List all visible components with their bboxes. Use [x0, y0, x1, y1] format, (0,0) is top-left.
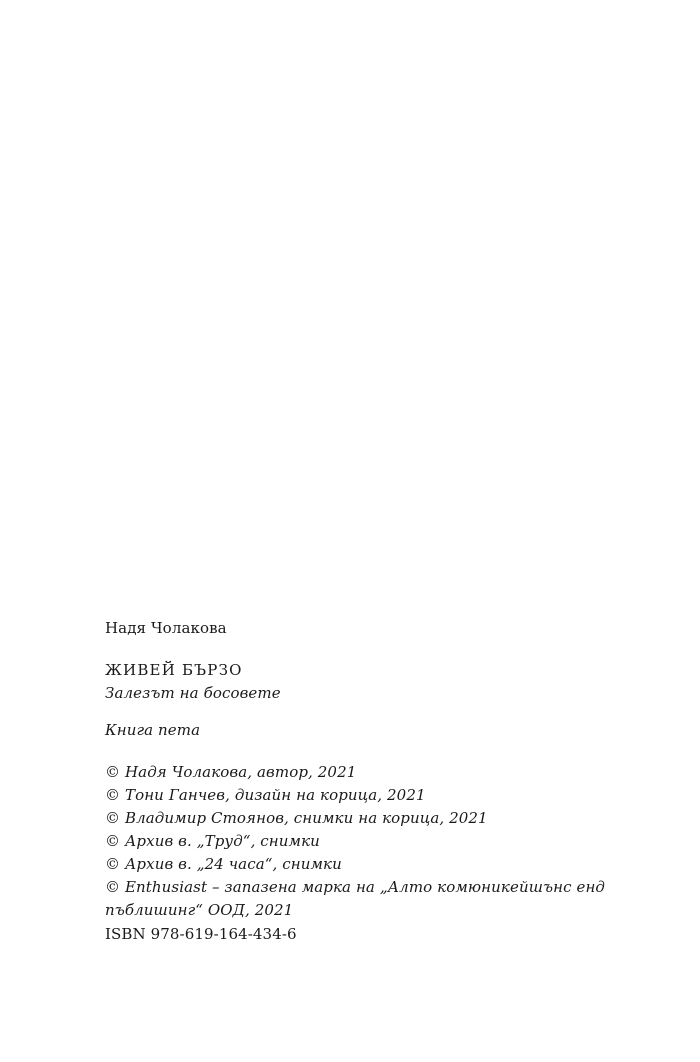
copyright-line: © Надя Чолакова, автор, 2021	[105, 763, 357, 781]
copyright-line: © Архив в. „24 часа“, снимки	[105, 855, 342, 873]
book-title-block	[105, 659, 625, 705]
isbn-number: ISBN 978-619-164-434-6	[105, 925, 297, 943]
copyright-line: © Enthusiast – запазена марка на „Алто комюникейшънс енд пъблишинг“ ООД, 2021	[105, 878, 606, 919]
book-subtitle: Залезът на босовете	[105, 684, 281, 702]
book-number: Книга пета	[105, 721, 201, 739]
copyright-line: © Тони Ганчев, дизайн на корица, 2021	[105, 786, 426, 804]
book-title: ЖИВЕЙ БЪРЗО	[105, 661, 243, 679]
isbn-block	[105, 923, 625, 946]
author-name: Надя Чолакова	[105, 619, 227, 637]
copyright-notices	[105, 761, 625, 922]
book-number-block	[105, 719, 625, 742]
author-name-block	[105, 617, 625, 640]
copyright-line: © Владимир Стоянов, снимки на корица, 2021	[105, 809, 488, 827]
copyright-line: © Архив в. „Труд“, снимки	[105, 832, 320, 850]
